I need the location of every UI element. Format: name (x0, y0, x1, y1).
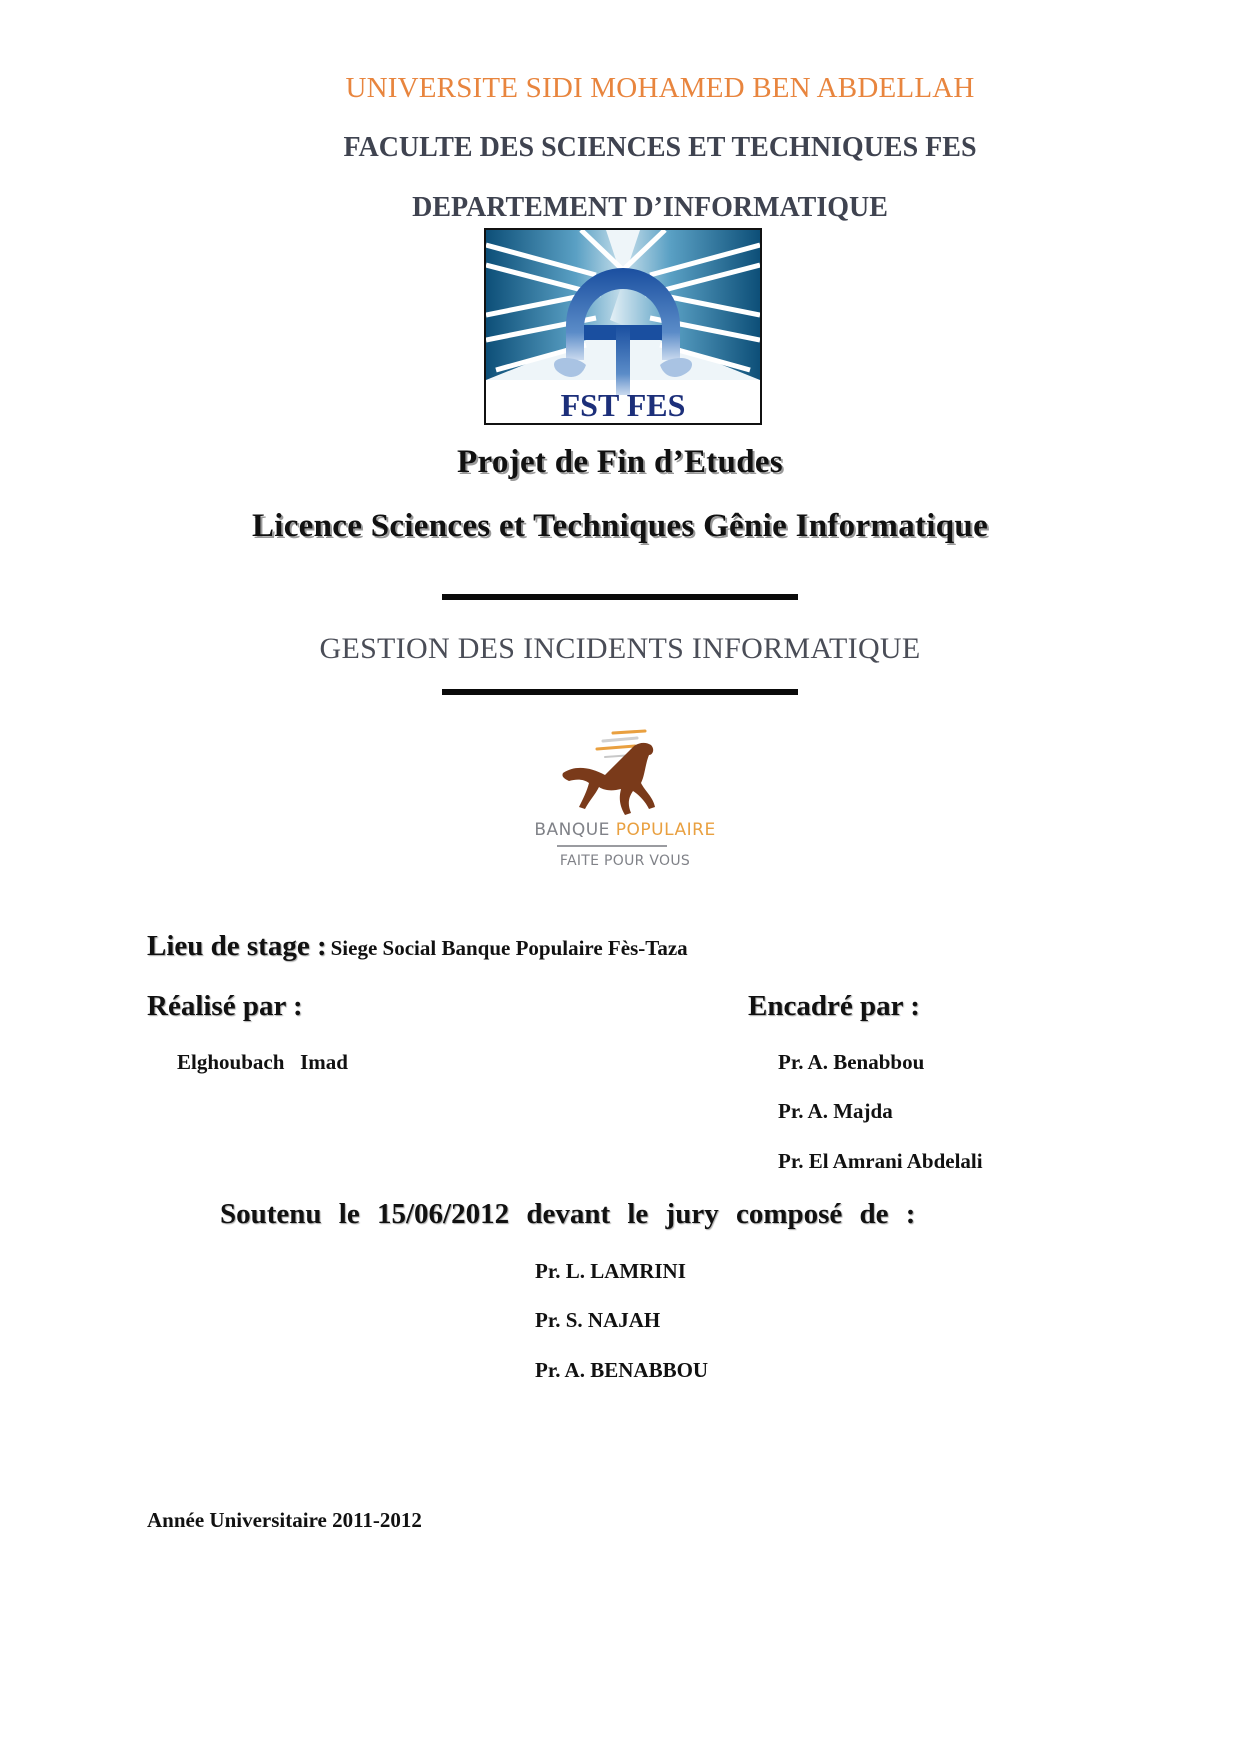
bank-name-part1: BANQUE (534, 820, 616, 840)
authors-heading: Réalisé par : (147, 990, 303, 1022)
divider-bottom (442, 689, 798, 695)
horse-icon (505, 725, 745, 820)
bank-name (500, 820, 750, 840)
defense-statement: Soutenu le 15/06/2012 devant le jury composé de : (220, 1198, 916, 1230)
jury-member: Pr. S. NAJAH (535, 1308, 661, 1332)
jury-member: Pr. L. LAMRINI (535, 1259, 686, 1283)
divider-top (442, 594, 798, 600)
bank-divider (557, 845, 667, 847)
author-name: Elghoubach Imad (177, 1050, 348, 1074)
fst-emblem-icon (486, 230, 760, 423)
internship-label: Lieu de stage : (147, 930, 327, 962)
university-name: UNIVERSITE SIDI MOHAMED BEN ABDELLAH (345, 72, 975, 104)
jury-member: Pr. A. BENABBOU (535, 1358, 709, 1382)
project-title: Projet de Fin d’Etudes (457, 444, 783, 480)
faculty-name: FACULTE DES SCIENCES ET TECHNIQUES FES (343, 132, 977, 163)
internship-location (147, 930, 688, 963)
svg-text:FST FES: FST FES (560, 387, 686, 423)
project-subject: GESTION DES INCIDENTS INFORMATIQUE (319, 632, 921, 665)
supervisor-name: Pr. A. Benabbou (778, 1050, 925, 1074)
degree-title: Licence Sciences et Techniques Gênie Informatique (251, 508, 989, 544)
supervisor-name: Pr. A. Majda (778, 1099, 893, 1123)
supervisors-heading: Encadré par : (748, 990, 920, 1022)
academic-year: Année Universitaire 2011-2012 (147, 1508, 422, 1532)
supervisor-name: Pr. El Amrani Abdelali (778, 1149, 983, 1173)
department-name: DEPARTEMENT D’INFORMATIQUE (412, 192, 888, 223)
fst-fes-logo (484, 228, 762, 425)
bank-tagline: FAITE POUR VOUS (559, 853, 691, 869)
internship-value: Siege Social Banque Populaire Fès-Taza (330, 936, 688, 960)
bank-name-part2: POPULAIRE (615, 820, 716, 840)
